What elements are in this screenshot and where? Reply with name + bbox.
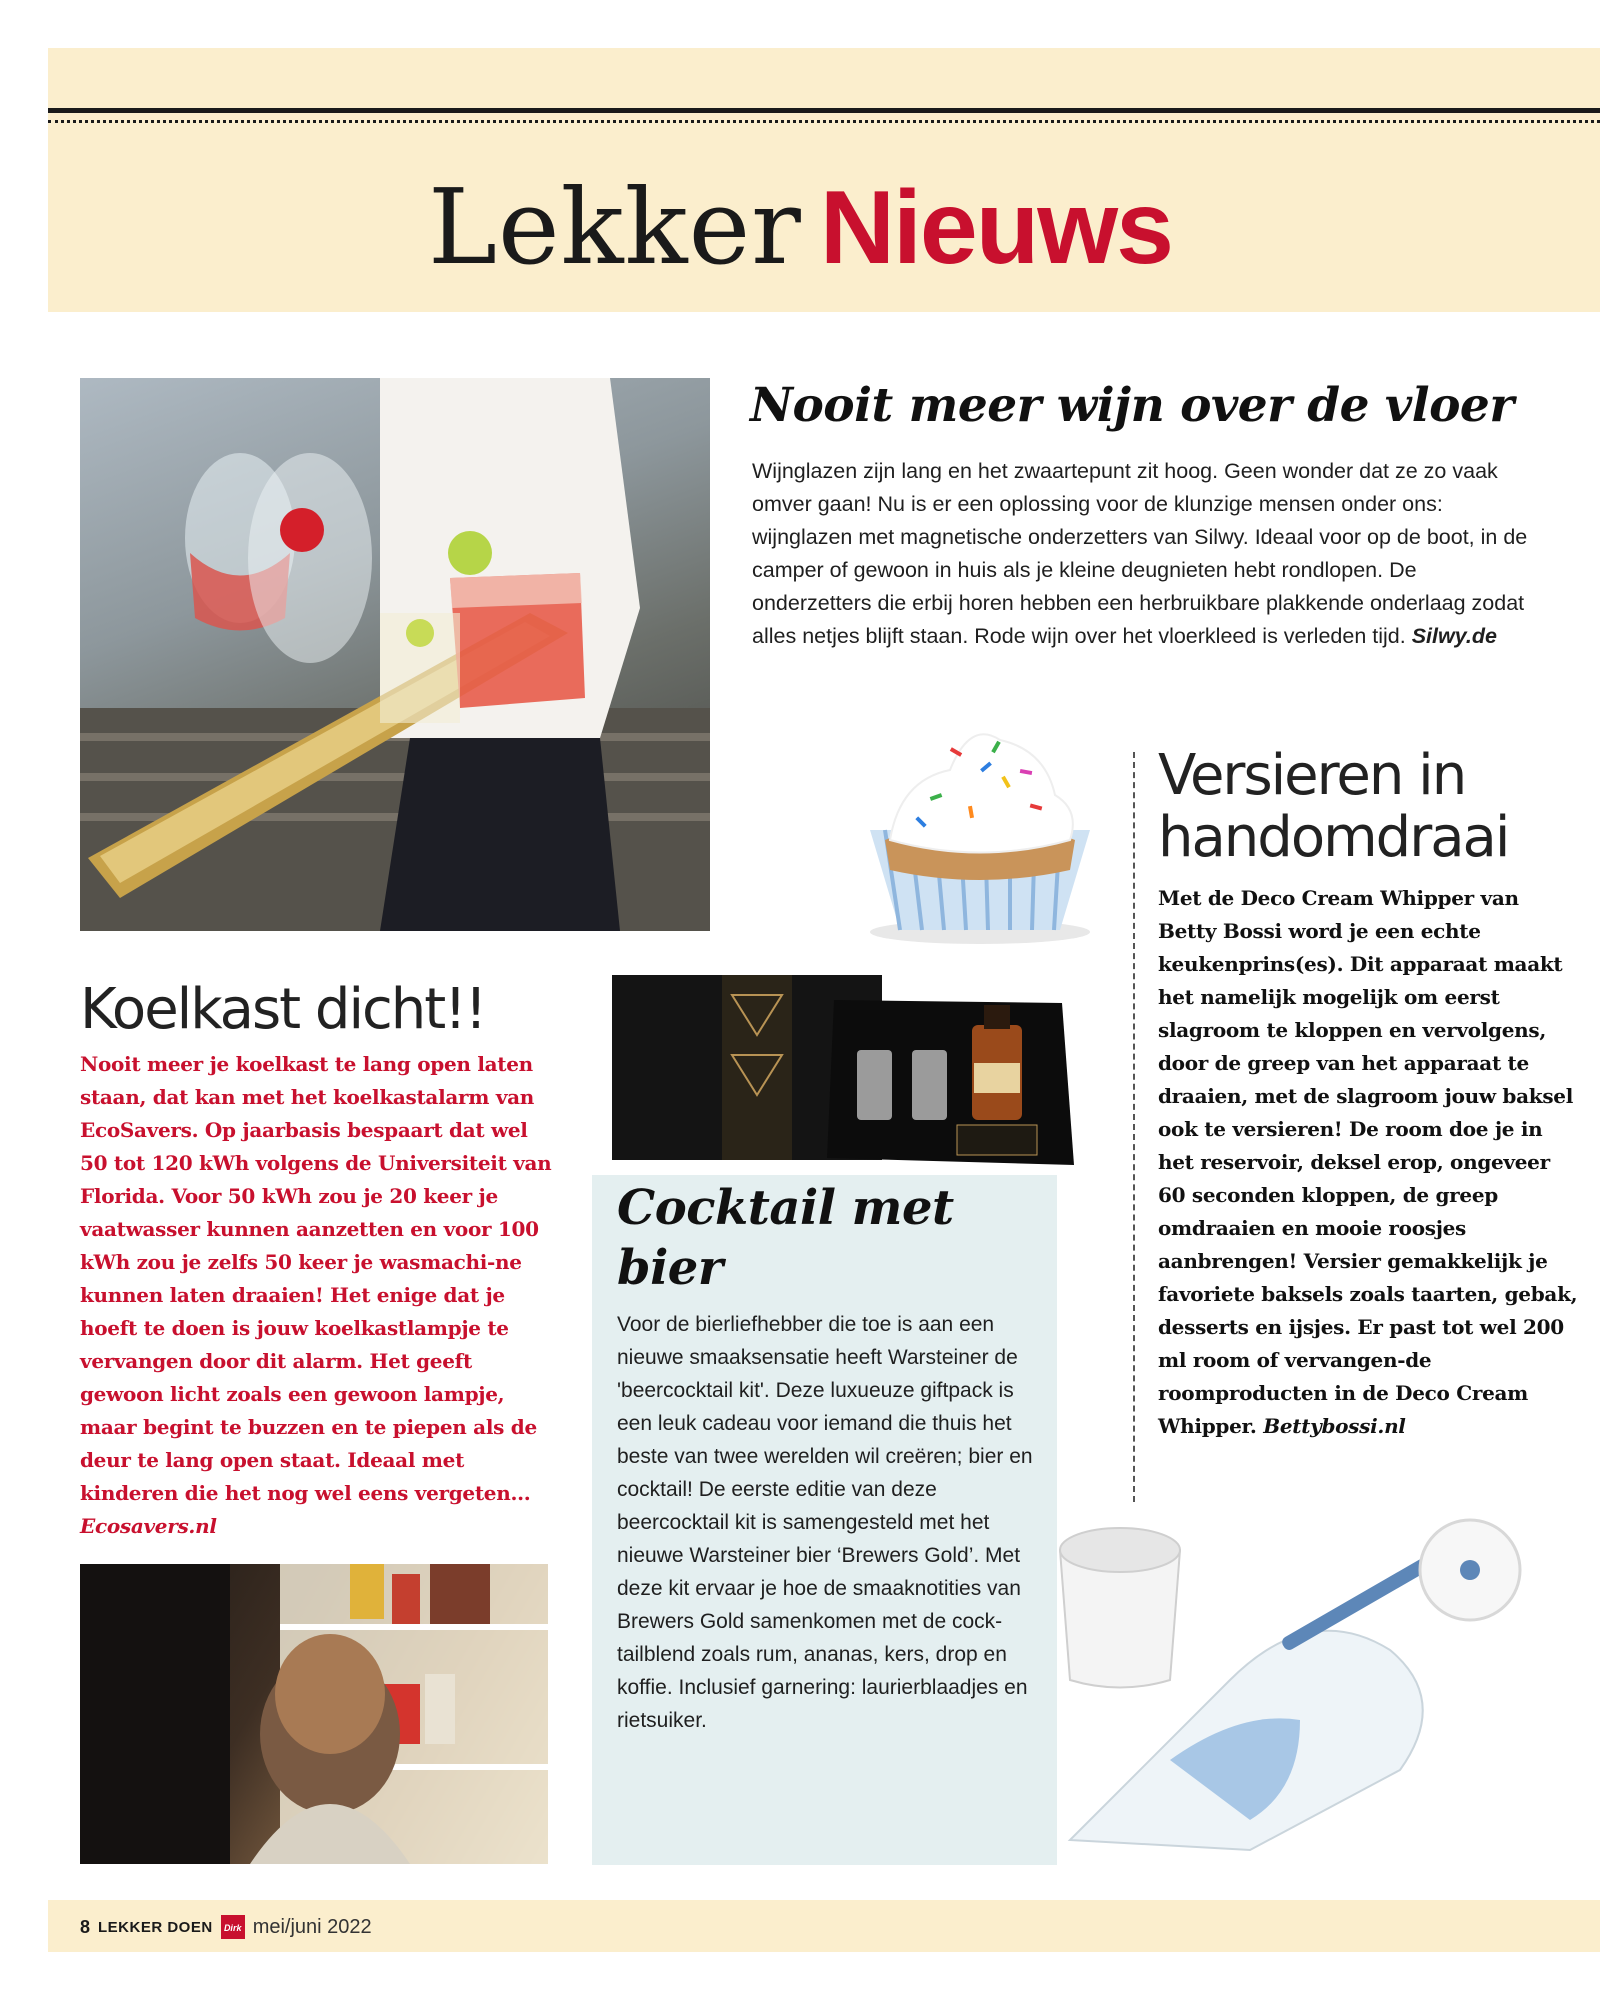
fridge-photo: [80, 1564, 548, 1864]
wine-article-source-link[interactable]: Silwy.de: [1411, 624, 1497, 648]
wine-article-body: [752, 455, 1532, 653]
cupcake-photo: [830, 700, 1130, 950]
versieren-text: Met de Deco Cream Whipper van Betty Bossi word je een echte keukenprins(es). Dit apparaat maakt het namelijk mogelijk om eerst slagroom te kloppen en vervolgens, door de greep van het apparaat te draaien, met de slagroom jouw baksel ook te versieren! De room doe je in het reservoir, deksel erop, ongeveer 60 seconden kloppen, de greep omdraaien en mooie roosjes aanbrengen! Versier gemakkelijk je favoriete baksels zoals taarten, gebak, desserts en ijsjes. Er past tot wel 200 ml room of vervangen-de roomproducten in de Deco Cream Whipper.: [1158, 886, 1578, 1438]
koelkast-heading: Koelkast dicht!!: [80, 977, 486, 1042]
cocktail-body: Voor de bierliefhebber die toe is aan een nieuwe smaaksensatie heeft Warsteiner de 'beercocktail kit'. Deze luxueuze giftpack is een leuk cadeau voor iemand die thuis het beste van twee werelden wil creëren; bier en cocktail! De eerste editie van deze beercocktail kit is samengesteld met het nieuwe Warsteiner bier ‘Brewers Gold’. Met deze kit ervaar je hoe de smaaknotities van Brewers Gold samenkomen met de cock-tailblend zoals rum, ananas, kers, drop en koffie. Inclusief garnering: laurierblaadjes en rietsuiker.: [617, 1313, 1033, 1732]
page-footer: [80, 1913, 372, 1941]
issue-date: mei/juni 2022: [252, 1915, 372, 1938]
wine-glasses-photo: [80, 378, 710, 931]
wine-article-heading: Nooit meer wijn over de vloer: [750, 378, 1514, 433]
versieren-heading: Versieren in handomdraai: [1158, 743, 1509, 870]
header-rule: [48, 108, 1600, 113]
page-number: 8: [80, 1916, 91, 1937]
cocktail-heading: Cocktail met bier: [617, 1180, 954, 1296]
versieren-body: [1158, 882, 1578, 1443]
magazine-name: LEKKER DOEN: [98, 1918, 213, 1936]
cream-whipper-photo: [1050, 1510, 1570, 1860]
wine-article-text: Wijnglazen zijn lang en het zwaartepunt zit hoog. Geen wonder dat ze zo vaak omver gaan! Nu is er een oplossing voor de klunzige mensen onder ons: wijnglazen met magnetische onderzetters van Silwy. Ideaal voor op de boot, in de camper of gewoon in huis als je kleine deugnieten hebt rondlopen. De onderzetters die erbij horen hebben een herbruikbare plakkende onderlaag zodat alles netjes blijft staan. Rode wijn over het vloerkleed is verleden tijd.: [752, 459, 1528, 648]
versieren-source-link[interactable]: Bettybossi.nl: [1263, 1414, 1406, 1438]
header-dotted-rule: [48, 120, 1600, 123]
koelkast-source-link[interactable]: Ecosavers.nl: [80, 1514, 217, 1538]
page-title-bold: Nieuws: [819, 170, 1173, 286]
page-title: [0, 166, 1600, 288]
koelkast-body: [80, 1048, 560, 1543]
dirk-logo-icon: Dirk: [221, 1915, 245, 1939]
page-title-light: Lekker: [427, 166, 802, 288]
koelkast-text: Nooit meer je koelkast te lang open laten staan, dat kan met het koelkastalarm van EcoSavers. Op jaarbasis bespaart dat wel 50 tot 120 kWh volgens de Universiteit van Florida. Voor 50 kWh zou je 20 keer je vaatwasser kunnen aanzetten en voor 100 kWh zou je zelfs 50 keer je wasmachi-ne kunnen laten draaien! Het enige dat je hoeft te doen is jouw koelkastlampje te vervangen door dit alarm. Het geeft gewoon licht zoals een gewoon lampje, maar begint te buzzen en te piepen als de deur te lang open staat. Ideaal met kinderen die het nog wel eens vergeten...: [80, 1052, 552, 1505]
column-divider: [1133, 752, 1135, 1502]
beercocktail-kit-photo: [612, 975, 1092, 1170]
